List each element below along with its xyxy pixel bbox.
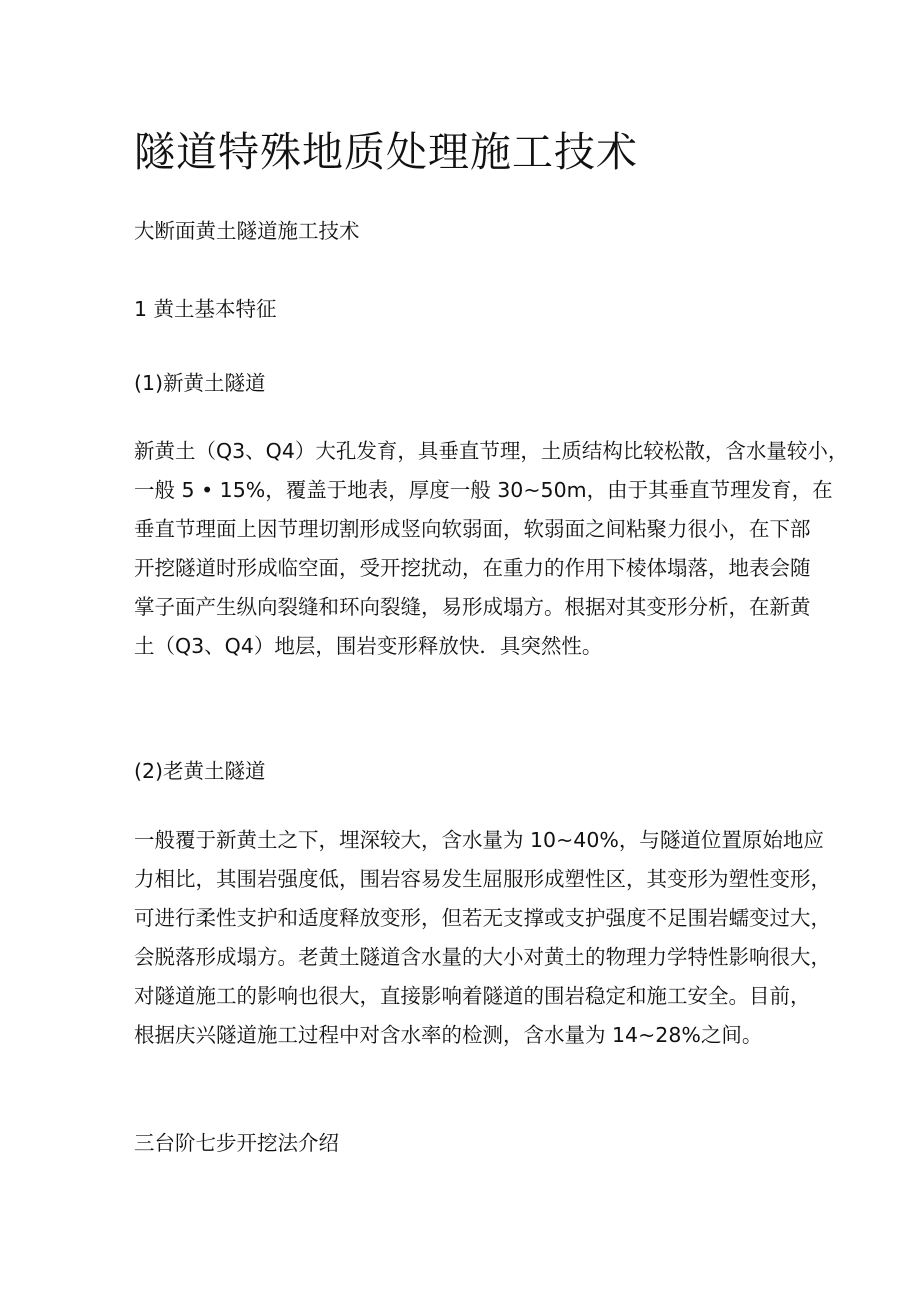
subsection-heading-new-loess: (1)新黄土隧道	[134, 371, 266, 395]
subtitle: 大断面黄土隧道施工技术	[134, 219, 360, 243]
paragraph-line: 一般 5 • 15%，覆盖于地表，厚度一般 30~50m，由于其垂直节理发育，在	[134, 478, 833, 502]
paragraph-line: 土（Q3、Q4）地层，围岩变形释放快．具突然性。	[134, 634, 603, 658]
paragraph-line: 新黄土（Q3、Q4）大孔发育，具垂直节理，土质结构比较松散，含水量较小，	[134, 439, 849, 463]
paragraph-line: 一般覆于新黄土之下，埋深较大，含水量为 10~40%，与隧道位置原始地应	[134, 828, 824, 852]
paragraph-line: 开挖隧道时形成临空面，受开挖扰动，在重力的作用下棱体塌落，地表会随	[134, 556, 811, 580]
paragraph-old-loess	[134, 821, 831, 1055]
section-heading-2: 三台阶七步开挖法介绍	[134, 1131, 339, 1155]
paragraph-line: 垂直节理面上因节理切割形成竖向软弱面，软弱面之间粘聚力很小，在下部	[134, 517, 811, 541]
paragraph-line: 对隧道施工的影响也很大，直接影响着隧道的围岩稳定和施工安全。目前，	[134, 984, 811, 1008]
paragraph-line: 力相比，其围岩强度低，围岩容易发生屈服形成塑性区，其变形为塑性变形，	[134, 867, 831, 891]
subsection-heading-old-loess: (2)老黄土隧道	[134, 759, 266, 783]
paragraph-line: 根据庆兴隧道施工过程中对含水率的检测，含水量为 14~28%之间。	[134, 1023, 763, 1047]
paragraph-new-loess	[134, 432, 849, 666]
paragraph-line: 可进行柔性支护和适度释放变形，但若无支撑或支护强度不足围岩蠕变过大，	[134, 906, 831, 930]
paragraph-line: 掌子面产生纵向裂缝和环向裂缝，易形成塌方。根据对其变形分析，在新黄	[134, 595, 811, 619]
document-title: 隧道特殊地质处理施工技术	[134, 128, 638, 176]
paragraph-line: 会脱落形成塌方。老黄土隧道含水量的大小对黄土的物理力学特性影响很大，	[134, 945, 831, 969]
section-heading-1: 1 黄土基本特征	[134, 297, 277, 321]
